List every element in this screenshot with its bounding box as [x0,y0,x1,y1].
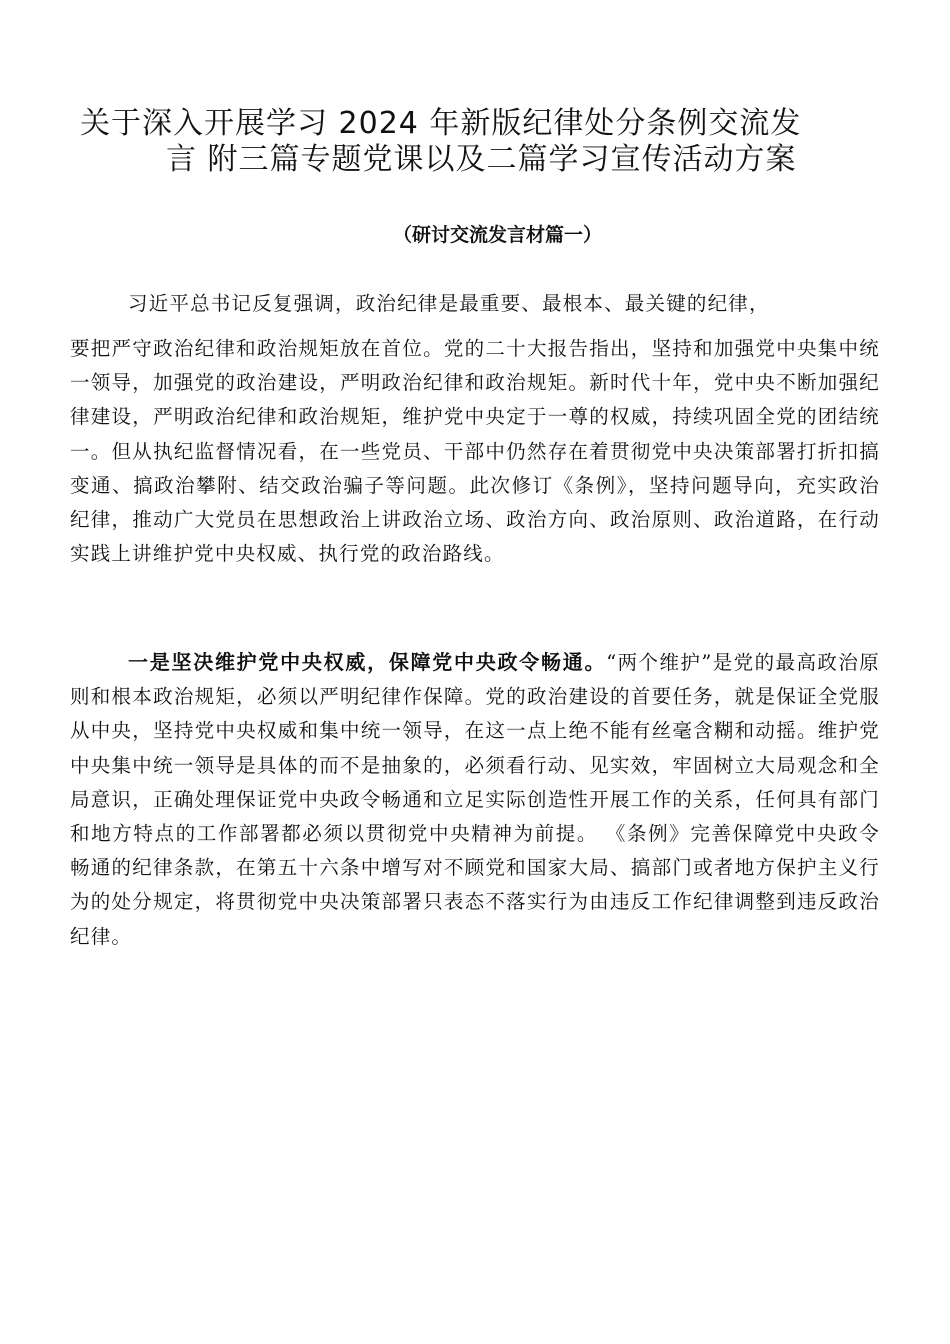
paragraph-1-body: 要把严守政治纪律和政治规矩放在首位。党的二十大报告指出，坚持和加强党中央集中统一领导，加强党的政治建设，严明政治纪律和政治规矩。新时代十年，党中央不断加强纪律建设，严明政治纪律和政治规矩，维护党中央定于一尊的权威，持续巩固全党的团结统一。但从执纪监督情况看，在一些党员、干部中仍然存在着贯彻党中央决策部署打折扣搞变通、搞政治攀附、结交政治骗子等问题。此次修订《条例》，坚持问题导向，充实政治纪律，推动广大党员在思想政治上讲政治立场、政治方向、政治原则、政治道路，在行动实践上讲维护党中央权威、执行党的政治路线。 [70,337,880,566]
document-title-line-1: 关于深入开展学习 2024 年新版纪律处分条例交流发 [80,106,802,141]
paragraph-2-body: “两个维护”是党的最高政治原则和根本政治规矩，必须以严明纪律作保障。党的政治建设的首要任务，就是保证全党服从中央，坚持党中央权威和集中统一领导，在这一点上绝不能有丝毫含糊和动摇。维护党中央集中统一领导是具体的而不是抽象的，必须看行动、见实效，牢固树立大局观念和全局意识，正确处理保证党中央政令畅通和立足实际创造性开展工作的关系，任何具有部门和地方特点的工作部署都必须以贯彻党中央精神为前提。 《条例》完善保障党中央政令畅通的纪律条款，在第五十六条中增写对不顾党和国家大局、搞部门或者地方保护主义行为的处分规定，将贯彻党中央决策部署只表态不落实行为由违反工作纪律调整到违反政治纪律。 [70,651,880,948]
section-heading: （研讨交流发言材篇一） [393,224,603,246]
paragraph-2-lead: 一是坚决维护党中央权威，保障党中央政令畅通。 [128,650,607,674]
document-title-line-2: 言 附三篇专题党课以及二篇学习宣传活动方案 [166,142,797,177]
paragraph-1-first-line: 习近平总书记反复强调，政治纪律是最重要、最根本、最关键的纪律， [128,292,770,315]
paragraph-2 [70,645,880,954]
